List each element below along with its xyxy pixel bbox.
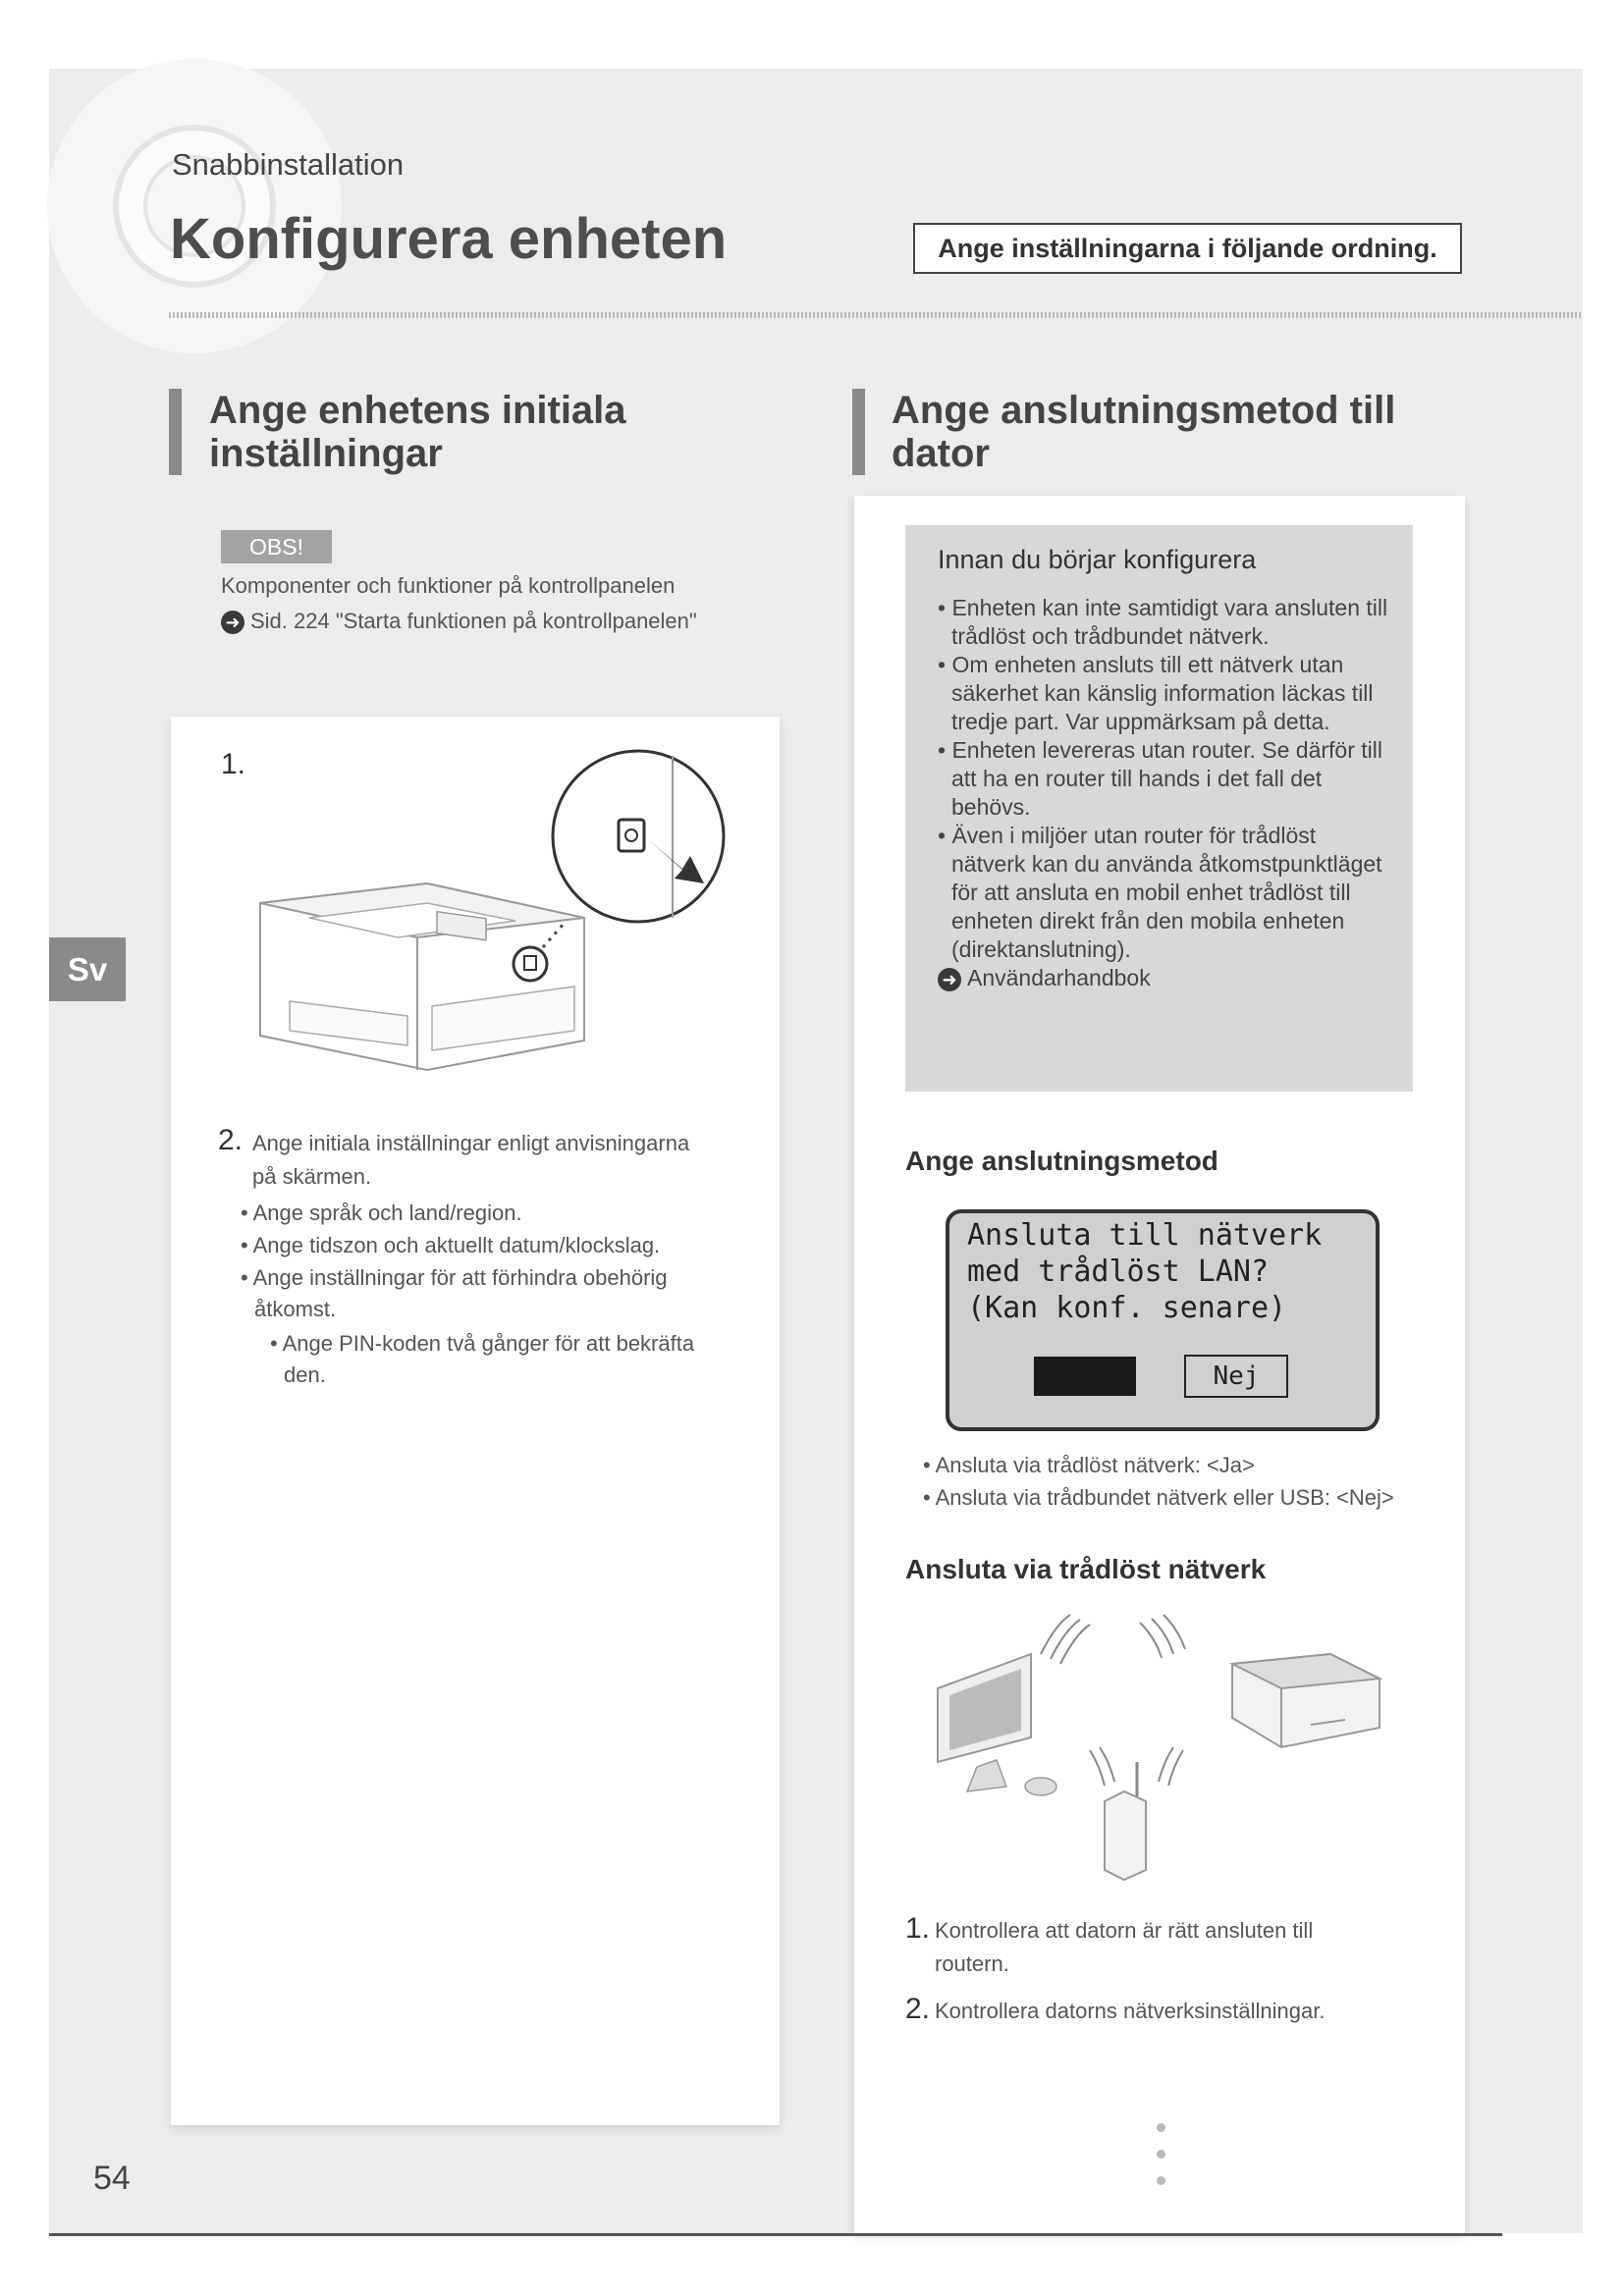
left-heading-line2: inställningar (209, 432, 443, 475)
note-reference[interactable] (221, 609, 697, 634)
bullet-text: Ange tidszon och aktuellt datum/klockslag. (252, 1233, 661, 1257)
bottom-rule (49, 2233, 1502, 2236)
bullet-text: Ange språk och land/region. (252, 1201, 522, 1225)
info-bullet: • Enheten kan inte samtidigt vara ansluten till trådlöst och trådbundet nätverk. (938, 595, 1388, 649)
info-bullet: • Även i miljöer utan router för trådlöst nätverk kan du använda åtkomstpunktläget för att ansluta en mobil enhet trådlöst till enheten direkt från den mobila enheten (direktanslutning). (938, 823, 1382, 962)
lcd-ja-button[interactable]: Ja (1034, 1357, 1136, 1396)
dotted-divider (169, 312, 1583, 318)
right-heading-line2: dator (892, 432, 990, 475)
sub-bullet-pin-cont: den. (284, 1362, 326, 1387)
bullet-access: • Ange inställningar för att förhindra obehörig (241, 1265, 668, 1290)
step-2-text-line2: på skärmen. (252, 1164, 372, 1189)
continuation-dot (1157, 2150, 1165, 2159)
continuation-dot (1157, 2123, 1165, 2132)
connection-method-heading: Ange anslutningsmetod (905, 1146, 1218, 1176)
arrow-right-icon: ➜ (221, 611, 244, 634)
arrow-right-icon: ➜ (938, 968, 961, 991)
section-label: Snabbinstallation (172, 147, 405, 182)
printer-power-button-illustration (250, 746, 731, 1109)
wireless-step-2-text: Kontrollera datorns nätverksinställningar. (935, 1999, 1326, 2023)
right-heading-bar (852, 389, 865, 475)
right-section-heading (892, 389, 1395, 475)
language-tab: Sv (49, 937, 126, 1001)
step-2-text (252, 1127, 689, 1194)
bullet-text: Ange PIN-koden två gånger för att bekräfta (282, 1331, 695, 1356)
bullet-text: Ange inställningar för att förhindra obehörig (252, 1265, 668, 1290)
info-link-text: Användarhandbok (967, 965, 1151, 990)
wireless-step-1-line1: Kontrollera att datorn är rätt ansluten till (935, 1918, 1314, 1943)
step-2-number: 2. (218, 1124, 244, 1156)
order-note: Ange inställningarna i följande ordning. (913, 223, 1462, 274)
continuation-dot (1157, 2176, 1165, 2185)
info-bullet: • Enheten levereras utan router. Se därför till att ha en router till hands i det fall det behövs. (938, 737, 1382, 820)
step-1-number: 1. (221, 748, 246, 780)
conn-bullet-wired: • Ansluta via trådbundet nätverk eller USB: <Nej> (923, 1485, 1394, 1510)
lcd-text: Ansluta till nätverk med trådlöst LAN? (Kan konf. senare) (967, 1218, 1323, 1325)
wireless-step-1-line2: routern. (935, 1951, 1009, 1976)
note-reference-text: Sid. 224 "Starta funktionen på kontrollpanelen" (250, 609, 697, 633)
right-heading-line1: Ange anslutningsmetod till (892, 389, 1396, 432)
wireless-step-1-number: 1. (905, 1912, 931, 1945)
lcd-nej-button[interactable]: Nej (1184, 1355, 1288, 1398)
page-title: Konfigurera enheten (170, 207, 728, 271)
wireless-step-1-text (935, 1914, 1313, 1981)
left-heading-line1: Ange enhetens initiala (209, 389, 626, 432)
sub-bullet-pin: • Ange PIN-koden två gånger för att bekräfta (270, 1331, 695, 1356)
left-section-heading (209, 389, 626, 475)
info-link[interactable] (938, 964, 1389, 992)
bullet-access-cont: åtkomst. (254, 1297, 337, 1321)
info-bullet: • Om enheten ansluts till ett nätverk utan säkerhet kan känslig information läckas till tredje part. Var uppmärksam på detta. (938, 652, 1374, 734)
bullet-language: • Ange språk och land/region. (241, 1201, 522, 1225)
note-line: Komponenter och funktioner på kontrollpanelen (221, 573, 676, 598)
conn-bullet-wireless: • Ansluta via trådlöst nätverk: <Ja> (923, 1453, 1255, 1477)
info-title: Innan du börjar konfigurera (938, 545, 1257, 574)
bullet-timezone: • Ange tidszon och aktuellt datum/klockslag. (241, 1233, 661, 1257)
wireless-network-illustration (928, 1605, 1389, 1890)
left-heading-bar (169, 389, 182, 475)
obs-label: OBS! (221, 530, 332, 563)
page-number: 54 (93, 2160, 131, 2197)
step-2-text-line1: Ange initiala inställningar enligt anvisningarna (252, 1131, 690, 1155)
wireless-step-2-number: 2. (905, 1993, 931, 2025)
wireless-heading: Ansluta via trådlöst nätverk (905, 1554, 1267, 1584)
info-bullets (938, 594, 1389, 992)
